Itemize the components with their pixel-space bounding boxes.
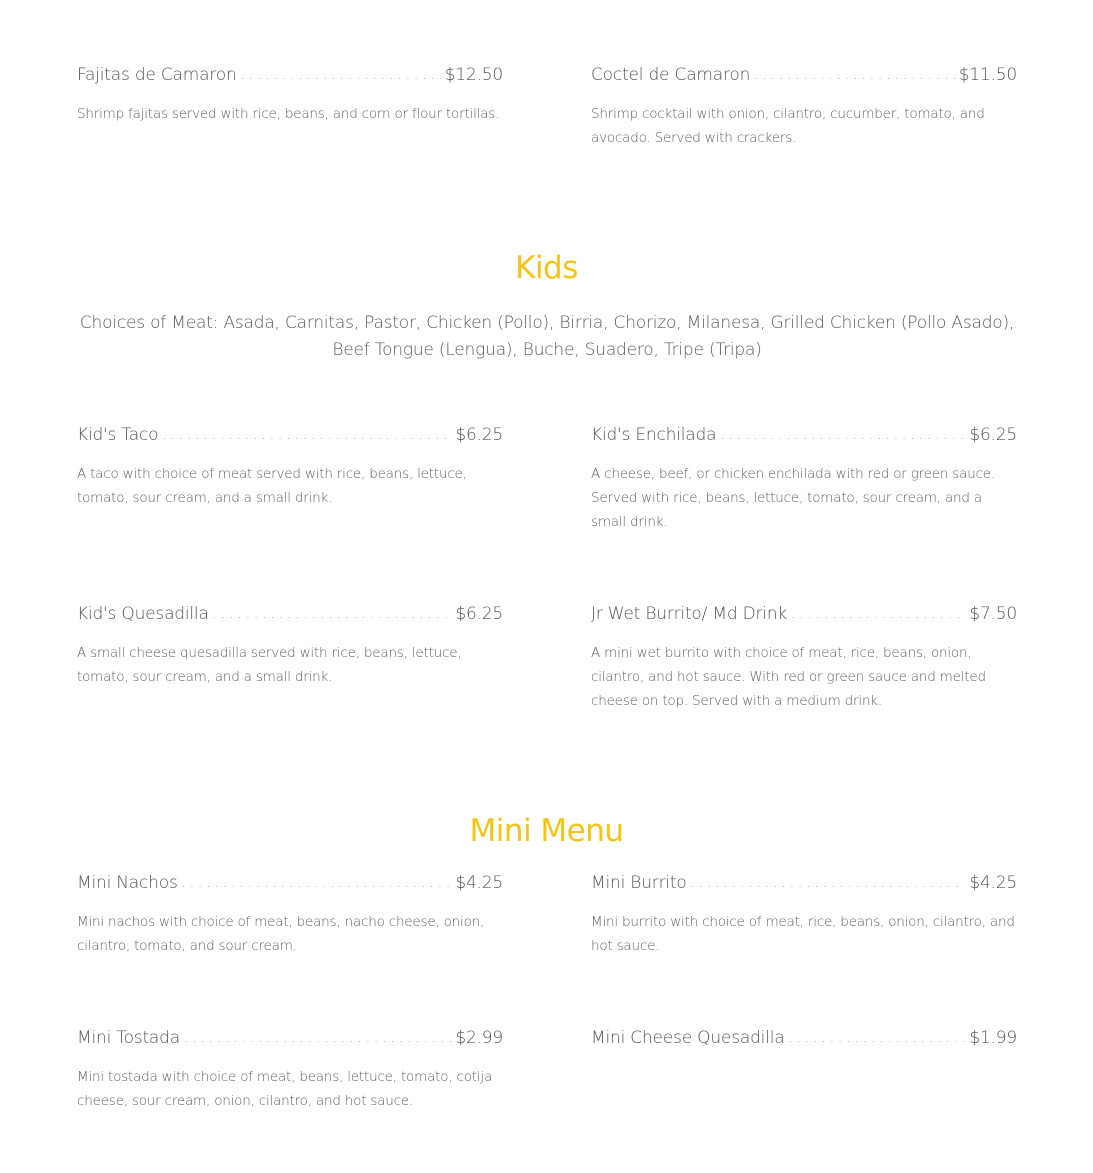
menu-item-kids-quesadilla xyxy=(77,603,503,689)
menu-item-name: Fajitas de Camaron xyxy=(77,65,237,85)
menu-item-line xyxy=(77,64,503,88)
menu-item-line xyxy=(77,603,503,627)
menu-item-price: $1.99 xyxy=(969,1028,1017,1048)
menu-item-description: A cheese, beef, or chicken enchilada with red or green sauce. Served with rice, beans, lettuce, tomato, sour cream, and a small drink. xyxy=(591,466,995,530)
menu-item-name: Kid's Quesadilla xyxy=(77,604,209,624)
dot-leader xyxy=(754,65,955,87)
menu-item-line xyxy=(591,603,1017,627)
menu-item-line xyxy=(77,872,503,896)
menu-item-price: $7.50 xyxy=(969,604,1017,624)
dot-leader xyxy=(791,604,965,626)
menu-item-price: $12.50 xyxy=(444,65,503,85)
menu-item-description: Mini tostada with choice of meat, beans, lettuce, tomato, cotija cheese, sour cream, onion, cilantro, and hot sauce. xyxy=(77,1069,493,1109)
menu-item-name: Kid's Taco xyxy=(77,425,159,445)
menu-item-name: Mini Tostada xyxy=(77,1028,180,1048)
dot-leader xyxy=(720,425,965,447)
menu-item-coctel-de-camaron xyxy=(591,64,1017,150)
menu-item-name: Coctel de Camaron xyxy=(591,65,751,85)
menu-item-description: Shrimp cocktail with onion, cilantro, cucumber, tomato, and avocado. Served with crackers. xyxy=(591,106,985,146)
menu-item-description: A mini wet burrito with choice of meat, rice, beans, onion, cilantro, and hot sauce. With red or green sauce and melted cheese on top. Served with a medium drink. xyxy=(591,645,986,709)
section-title-mini-menu: Mini Menu xyxy=(469,813,624,849)
menu-item-name: Mini Nachos xyxy=(77,873,178,893)
dot-leader xyxy=(241,65,441,87)
menu-item-price: $4.25 xyxy=(455,873,503,893)
menu-item-name: Jr Wet Burrito/ Md Drink xyxy=(591,604,788,624)
menu-item-mini-cheese-quesadilla xyxy=(591,1027,1017,1051)
dot-leader xyxy=(184,1028,451,1050)
menu-item-description: A taco with choice of meat served with rice, beans, lettuce, tomato, sour cream, and a small drink. xyxy=(77,466,467,506)
menu-item-mini-tostada xyxy=(77,1027,503,1113)
menu-item-name: Kid's Enchilada xyxy=(591,425,717,445)
menu-item-line xyxy=(77,1027,503,1051)
menu-item-description: Shrimp fajitas served with rice, beans, and corn or flour tortillas. xyxy=(77,106,500,122)
menu-item-kids-enchilada xyxy=(591,424,1017,534)
menu-item-price: $2.99 xyxy=(455,1028,503,1048)
dot-leader xyxy=(213,604,452,626)
menu-item-mini-burrito xyxy=(591,872,1017,958)
dot-leader xyxy=(788,1028,965,1050)
section-title-kids: Kids xyxy=(515,250,578,286)
menu-item-fajitas-de-camaron xyxy=(77,64,503,126)
menu-item-mini-nachos xyxy=(77,872,503,958)
dot-leader xyxy=(691,873,966,895)
menu-item-line xyxy=(77,424,503,448)
menu-item-line xyxy=(591,64,1017,88)
menu-item-description: A small cheese quesadilla served with rice, beans, lettuce, tomato, sour cream, and a small drink. xyxy=(77,645,462,685)
meat-choices-note: Choices of Meat: Asada, Carnitas, Pastor, Chicken (Pollo), Birria, Chorizo, Milanesa, Grilled Chicken (Pollo Asado), Beef Tongue (Lengua), Buche, Suadero, Tripe (Tripa) xyxy=(79,313,1015,360)
menu-item-description: Mini burrito with choice of meat, rice, beans, onion, cilantro, and hot sauce. xyxy=(591,914,1015,954)
menu-item-jr-wet-burrito xyxy=(591,603,1017,713)
menu-item-price: $6.25 xyxy=(455,425,503,445)
menu-item-kids-taco xyxy=(77,424,503,510)
menu-item-price: $6.25 xyxy=(455,604,503,624)
menu-item-name: Mini Cheese Quesadilla xyxy=(591,1028,785,1048)
menu-item-name: Mini Burrito xyxy=(591,873,687,893)
menu-item-description: Mini nachos with choice of meat, beans, nacho cheese, onion, cilantro, tomato, and sour cream. xyxy=(77,914,485,954)
menu-item-price: $4.25 xyxy=(969,873,1017,893)
menu-item-price: $11.50 xyxy=(958,65,1017,85)
dot-leader xyxy=(162,425,451,447)
menu-item-line xyxy=(591,424,1017,448)
menu-item-price: $6.25 xyxy=(969,425,1017,445)
dot-leader xyxy=(182,873,452,895)
menu-item-line xyxy=(591,872,1017,896)
menu-item-line xyxy=(591,1027,1017,1051)
